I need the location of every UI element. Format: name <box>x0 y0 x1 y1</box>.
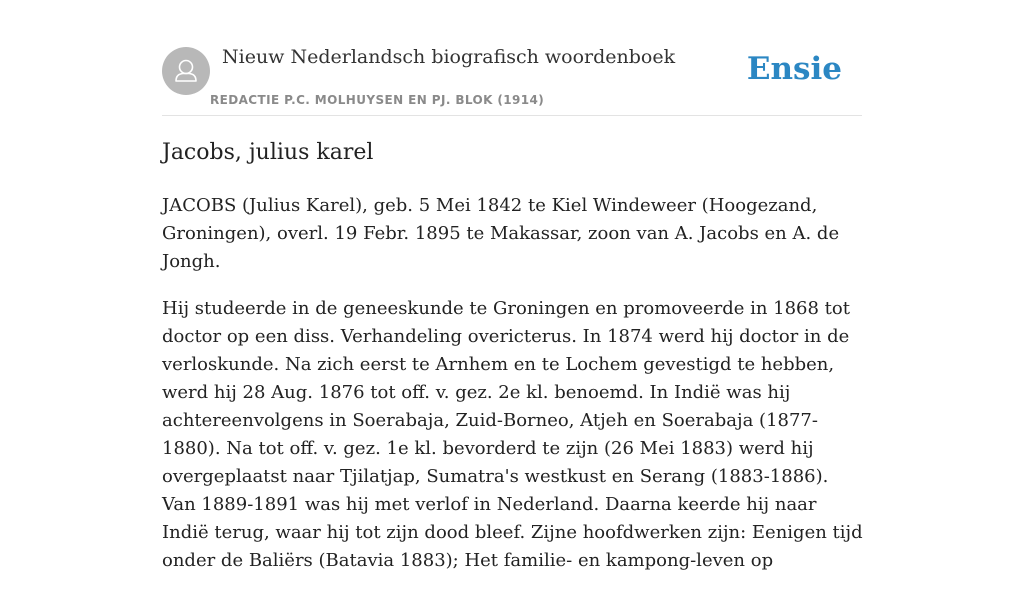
header <box>162 46 862 116</box>
editors-line: REDACTIE P.C. MOLHUYSEN EN PJ. BLOK (1914) <box>210 93 545 107</box>
brand-logo[interactable]: Ensie <box>746 51 842 87</box>
entry-body <box>162 192 867 594</box>
avatar[interactable] <box>162 47 210 95</box>
book-title[interactable]: Nieuw Nederlandsch biografisch woordenboek <box>222 46 676 68</box>
entry-paragraph: JACOBS (Julius Karel), geb. 5 Mei 1842 te Kiel Windeweer (Hoogezand, Groningen), overl. 19 Febr. 1895 te Makassar, zoon van A. Jacobs en A. de Jongh. <box>162 195 840 272</box>
entry-paragraph: Hij studeerde in de geneeskunde te Groningen en promoveerde in 1868 tot doctor op een diss. Verhandeling overicterus. In 1874 werd hij doctor in de verloskunde. Na zich eerst te Arnhem en te Lochem gevestigd te hebben, werd hij 28 Aug. 1876 tot off. v. gez. 2e kl. benoemd. In Indië was hij achtereenvolgens in Soerabaja, Zuid-Borneo, Atjeh en Soerabaja (1877-1880). Na tot off. v. gez. 1e kl. bevorderd te zijn (26 Mei 1883) werd hij overgeplaatst naar Tjilatjap, Sumatra's westkust en Serang (1883-1886). Van 1889-1891 was hij met verlof in Nederland. Daarna keerde hij naar Indië terug, waar hij tot zijn dood bleef. Zijne hoofdwerken zijn: Eenigen tijd onder de Baliërs (Batavia 1883); Het familie- en kampong-leven op <box>162 298 863 571</box>
entry-title: Jacobs, julius karel <box>162 140 374 165</box>
user-icon <box>162 47 210 95</box>
